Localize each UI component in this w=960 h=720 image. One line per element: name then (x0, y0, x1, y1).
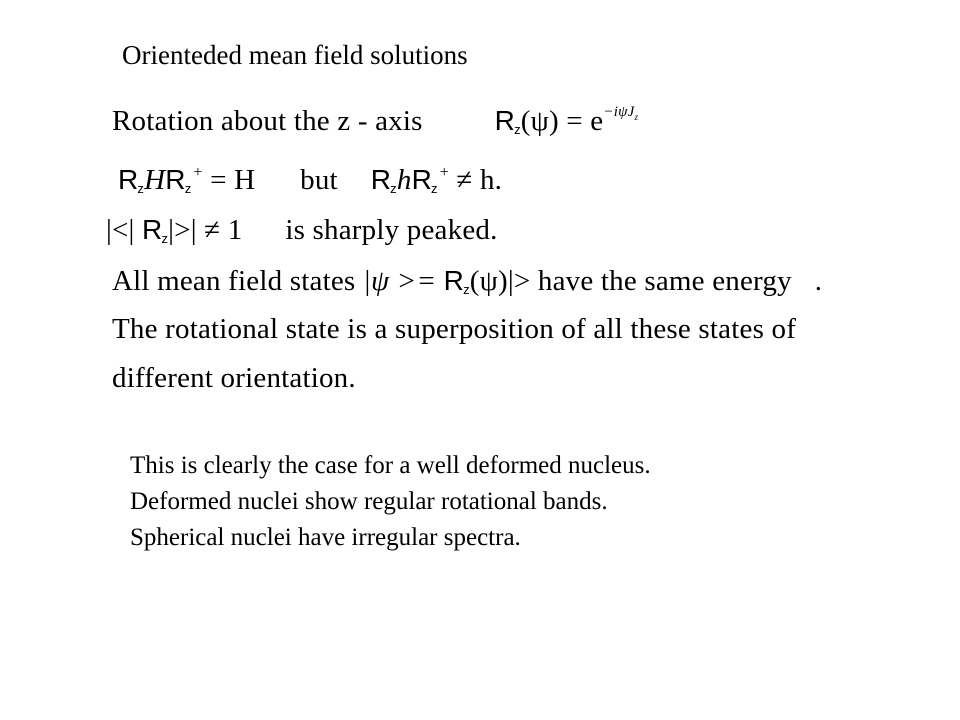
paragraph-line: Deformed nuclei show regular rotational bands. (130, 488, 608, 515)
states-end: have the same energy (537, 265, 792, 297)
overlap-equation (106, 214, 498, 247)
dagger-symbol: + (439, 164, 449, 181)
rotation-equation (112, 104, 638, 138)
states-start: All mean field states (112, 265, 356, 297)
rotation-argument: (ψ) = e (520, 105, 604, 137)
operator-r: $R_z$ (142, 214, 169, 246)
mean-field-symbol: h (396, 164, 412, 196)
operator-r: $R_z$ (165, 164, 192, 196)
paragraph-line: Spherical nuclei have irregular spectra. (130, 524, 521, 551)
overlap-bra: |<| (106, 214, 135, 246)
orientation-line: different orientation. (112, 362, 356, 394)
operator-r: $R_z$ (443, 265, 470, 297)
rotation-exponent: −iψJz (603, 104, 639, 122)
states-equation (112, 265, 822, 298)
operator-r: $R_z$ (411, 164, 438, 196)
slide-title: Orienteded mean field solutions (122, 40, 468, 70)
commutation-equation (118, 164, 502, 197)
rotation-operator: $R_z$ (494, 105, 521, 137)
dagger-symbol: + (193, 164, 203, 181)
hamiltonian-invariant: = H (210, 164, 256, 196)
hamiltonian-symbol: H (144, 164, 166, 196)
states-period: . (814, 265, 823, 297)
operator-r: $R_z$ (370, 164, 397, 196)
superposition-line: The rotational state is a superposition of all these states of (112, 313, 797, 345)
rotation-label: Rotation about the z - axis (112, 105, 423, 137)
mean-field-not-invariant: ≠ h. (456, 164, 503, 196)
states-ket-end: (ψ)|> (469, 265, 531, 297)
paragraph-line: This is clearly the case for a well deformed nucleus. (130, 452, 651, 479)
overlap-note: is sharply peaked. (285, 214, 498, 246)
states-ket: |ψ >= (362, 265, 437, 297)
connector-but: but (300, 164, 338, 196)
overlap-ket: |>| ≠ 1 (168, 214, 243, 246)
rotation-expression (495, 105, 639, 137)
operator-r: $R_z$ (118, 164, 145, 196)
